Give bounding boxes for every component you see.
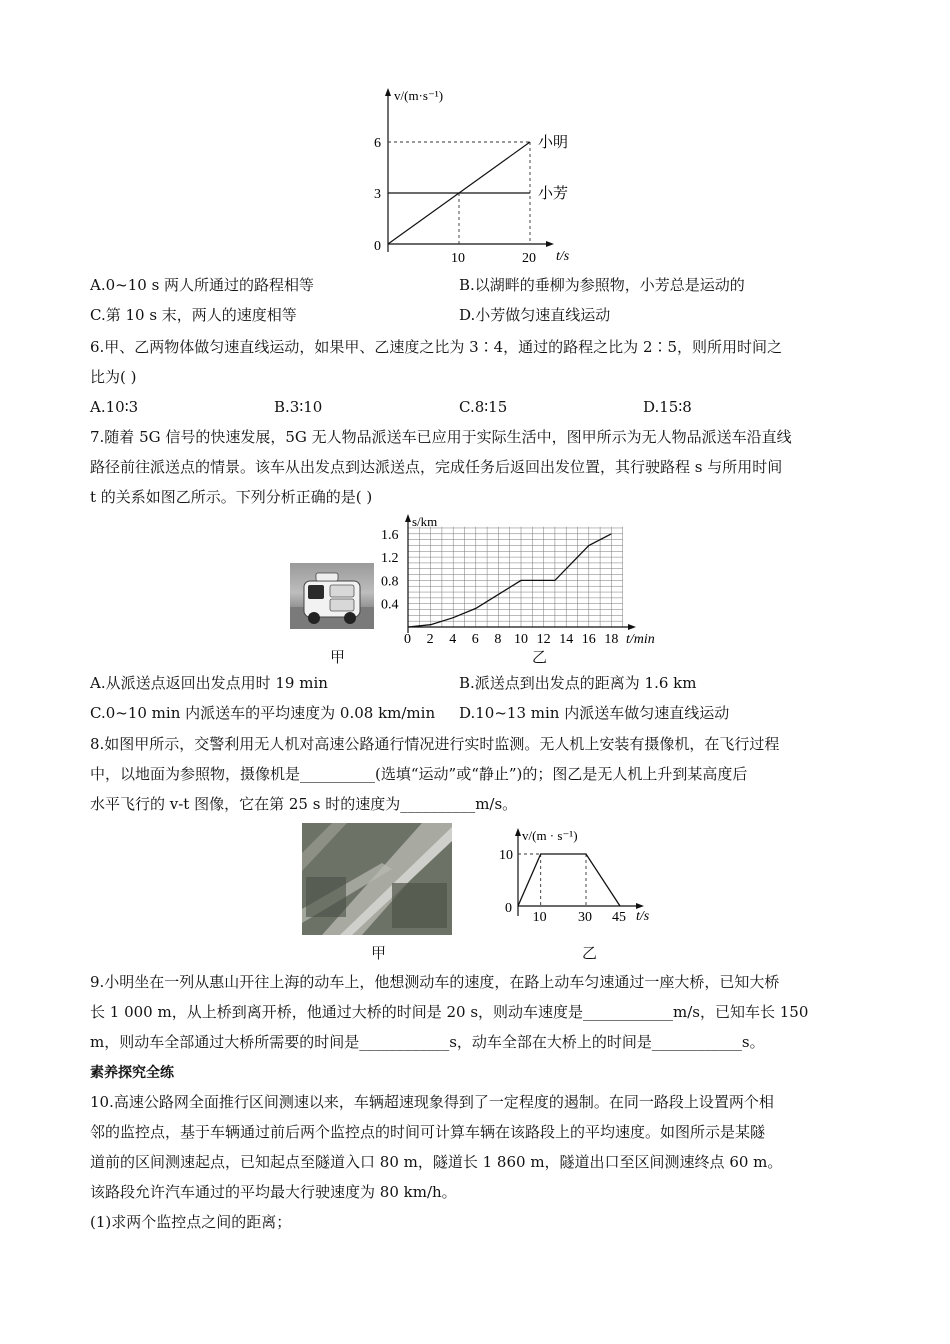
y-tick-label-1: 0.8 xyxy=(381,574,399,590)
q6-option-a: A.10∶3 xyxy=(90,398,139,416)
x-tick-label-8: 16 xyxy=(581,632,596,647)
q9-stem-line1: 9.小明坐在一列从惠山开往上海的动车上，他想测动车的速度，在路上动车匀速通过一座大桥，已知大桥 xyxy=(90,973,780,991)
q5-option-b: B.以湖畔的垂柳为参照物，小芳总是运动的 xyxy=(459,276,745,294)
delivery-vehicle-photo xyxy=(290,563,374,629)
q7-stem-line2: 路径前往派送点的情景。该车从出发点到达派送点，完成任务后返回出发位置，其行驶路程 s 与所用时间 xyxy=(90,458,783,476)
series-label-1: 小芳 xyxy=(538,186,569,202)
y-axis-label: v/(m·s⁻¹) xyxy=(394,88,444,103)
x-tick-label-5: 10 xyxy=(514,632,528,647)
q7-stem-line1: 7.随着 5G 信号的快速发展，5G 无人物品派送车已应用于实际生活中，图甲所示为无人物品派送车沿直线 xyxy=(90,428,792,446)
q7-option-a: A.从派送点返回出发点用时 19 min xyxy=(90,674,328,692)
x-tick-label-1: 10 xyxy=(451,251,465,266)
y-axis-arrow xyxy=(515,828,521,836)
q7-option-c: C.0~10 min 内派送车的平均速度为 0.08 km/min xyxy=(90,704,436,722)
x-axis-arrow xyxy=(628,624,636,630)
x-tick-label-0: 10 xyxy=(532,910,547,925)
y-tick-label-2: 1.2 xyxy=(381,551,399,567)
x-tick-label-2: 20 xyxy=(522,251,536,266)
x-axis-label: t/min xyxy=(626,632,655,647)
q8-stem-line2: 中，以地面为参照物，摄像机是__________(选填“运动”或“静止”)的；图乙是无人机上升到某高度后 xyxy=(90,765,748,783)
q6-stem-line1: 6.甲、乙两物体做匀速直线运动，如果甲、乙速度之比为 3∶4，通过的路程之比为 2∶5，则所用时间之 xyxy=(90,338,783,356)
x-tick-label-2: 4 xyxy=(449,632,457,647)
q5-option-a: A.0~10 s 两人所通过的路程相等 xyxy=(90,276,315,294)
y-axis-arrow xyxy=(405,514,411,522)
x-tick-label-1: 2 xyxy=(426,632,434,647)
origin-label: 0 xyxy=(505,901,512,916)
highway-aerial-photo xyxy=(302,823,452,935)
y-tick-label-1: 6 xyxy=(374,136,381,151)
q10-stem-line4: 该路段允许汽车通过的平均最大行驶速度为 80 km/h。 xyxy=(90,1183,457,1201)
q6-stem-line2: 比为( ) xyxy=(90,368,137,386)
x-tick-label-1: 30 xyxy=(578,910,592,925)
q7-option-b: B.派送点到出发点的距离为 1.6 km xyxy=(459,674,697,692)
y-tick-label-0: 0.4 xyxy=(381,597,399,613)
x-tick-label-0: 0 xyxy=(404,632,411,647)
q8-caption-yi: 乙 xyxy=(582,944,598,962)
x-axis-label: t/s xyxy=(556,249,570,264)
q10-stem-line3: 道前的区间测速起点，已知起点至隧道入口 80 m，隧道长 1 860 m，隧道出口至区间测速终点 60 m。 xyxy=(90,1153,783,1171)
q7-stem-line3: t 的关系如图乙所示。下列分析正确的是( ) xyxy=(90,488,373,506)
series-line-vt xyxy=(518,854,620,906)
q8-stem-line3: 水平飞行的 v-t 图像，它在第 25 s 时的速度为__________m/s。 xyxy=(90,795,518,813)
x-tick-label-7: 14 xyxy=(559,632,574,647)
x-axis-label: t/s xyxy=(636,909,650,924)
y-axis-label: v/(m · s⁻¹) xyxy=(522,828,578,843)
y-tick-label-3: 1.6 xyxy=(381,527,399,543)
origin-label: 0 xyxy=(374,239,381,254)
chart-vt-xiaoming-xiaofang xyxy=(340,84,600,270)
section-title: 素养探究全练 xyxy=(90,1065,174,1081)
q6-option-b: B.3∶10 xyxy=(274,398,323,416)
series-label-0: 小明 xyxy=(538,135,569,151)
q8-caption-jia: 甲 xyxy=(371,944,387,962)
x-tick-label-6: 12 xyxy=(536,632,551,647)
q9-stem-line2: 长 1 000 m，从上桥到离开桥，他通过大桥的时间是 20 s，则动车速度是____________m/s，已知车长 150 xyxy=(90,1003,809,1021)
q7-caption-jia: 甲 xyxy=(330,648,346,666)
q10-stem-line5: (1)求两个监控点之间的距离； xyxy=(90,1213,292,1231)
y-axis-label: s/km xyxy=(412,514,438,529)
q10-stem-line1: 10.高速公路网全面推行区间测速以来，车辆超速现象得到了一定程度的遏制。在同一路段上设置两个相 xyxy=(90,1093,774,1111)
q5-option-c: C.第 10 s 末，两人的速度相等 xyxy=(90,306,297,324)
x-tick-label-9: 18 xyxy=(604,632,619,647)
q9-stem-line3: m，则动车全部通过大桥所需要的时间是____________s，动车全部在大桥上的时间是____________s。 xyxy=(90,1033,765,1051)
q7-caption-yi: 乙 xyxy=(532,648,548,666)
chart-st-delivery xyxy=(378,512,668,648)
chart-vt-drone xyxy=(490,826,660,928)
x-tick-label-4: 8 xyxy=(494,632,502,647)
q7-option-d: D.10~13 min 内派送车做匀速直线运动 xyxy=(459,704,730,722)
q6-option-c: C.8∶15 xyxy=(459,398,508,416)
q8-stem-line1: 8.如图甲所示，交警利用无人机对高速公路通行情况进行实时监测。无人机上安装有摄像机，在飞行过程 xyxy=(90,735,780,753)
x-tick-label-2: 45 xyxy=(612,910,626,925)
y-tick-label-0: 10 xyxy=(499,848,513,863)
x-axis-arrow xyxy=(546,241,554,247)
y-axis-arrow xyxy=(385,88,391,96)
y-tick-label-0: 3 xyxy=(374,187,381,202)
q6-option-d: D.15∶8 xyxy=(643,398,692,416)
q10-stem-line2: 邻的监控点，基于车辆通过前后两个监控点的时间可计算车辆在该路段上的平均速度。如图所示是某隧 xyxy=(90,1123,766,1141)
q5-option-d: D.小芳做匀速直线运动 xyxy=(459,306,611,324)
x-tick-label-3: 6 xyxy=(471,632,479,647)
